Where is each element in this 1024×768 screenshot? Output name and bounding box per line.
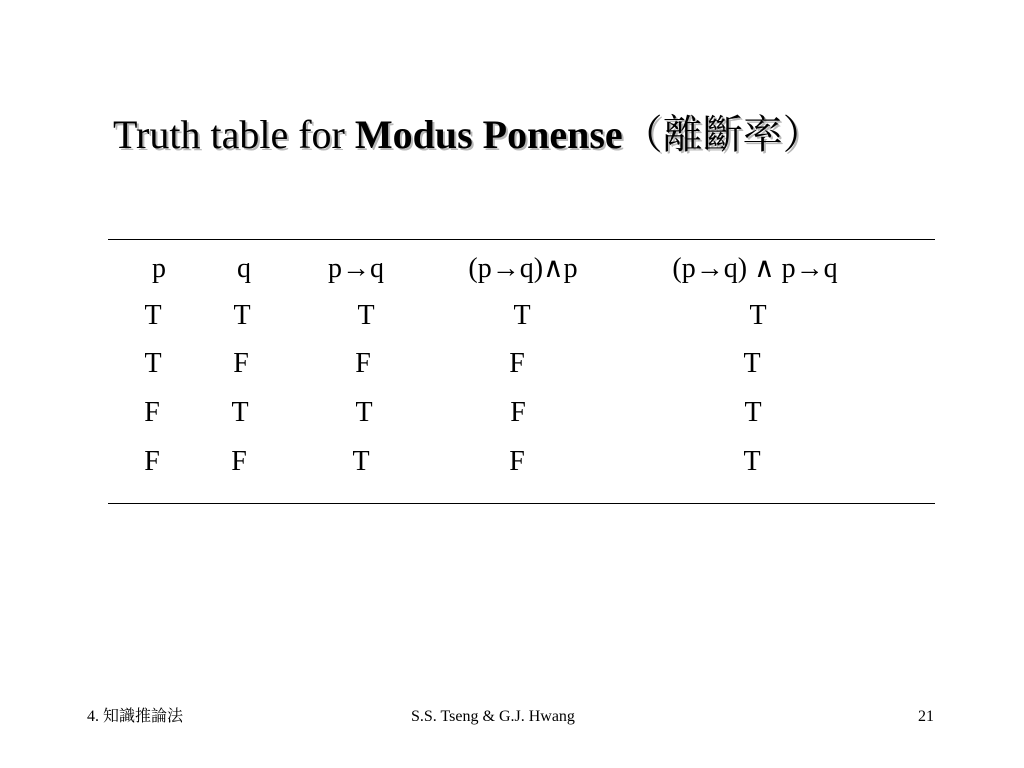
title-suffix: （離斷率）	[622, 112, 823, 157]
title-bold-term: Modus Ponense	[354, 112, 623, 157]
header-premises: (p→q)∧p	[468, 253, 578, 284]
row4-col3: T	[352, 446, 370, 477]
row2-col4: F	[509, 348, 525, 379]
row1-col1: T	[144, 300, 162, 331]
slide-title	[113, 109, 823, 161]
row2-col1: T	[144, 348, 162, 379]
row4-col4: F	[509, 446, 525, 477]
table-top-rule	[108, 239, 935, 240]
row3-col4: F	[510, 397, 526, 428]
header-q: q	[237, 253, 251, 284]
row4-col5: T	[743, 446, 761, 477]
row1-col2: T	[233, 300, 251, 331]
row1-col4: T	[513, 300, 531, 331]
row2-col5: T	[743, 348, 761, 379]
row1-col5: T	[749, 300, 767, 331]
row2-col2: F	[233, 348, 249, 379]
header-conclusion: (p→q) ∧ p→q	[672, 253, 838, 284]
table-bottom-rule	[108, 503, 935, 504]
row3-col1: F	[144, 397, 160, 428]
row4-col1: F	[144, 446, 160, 477]
header-p-implies-q: p→q	[328, 253, 384, 284]
row3-col5: T	[744, 397, 762, 428]
row1-col3: T	[357, 300, 375, 331]
footer-page-number: 21	[918, 708, 934, 725]
footer-authors: S.S. Tseng & G.J. Hwang	[411, 708, 575, 725]
row3-col3: T	[355, 397, 373, 428]
footer-chapter: 4. 知識推論法	[87, 708, 184, 725]
row3-col2: T	[231, 397, 249, 428]
row4-col2: F	[231, 446, 247, 477]
title-prefix: Truth table for	[113, 112, 355, 157]
header-p: p	[152, 253, 166, 284]
row2-col3: F	[355, 348, 371, 379]
